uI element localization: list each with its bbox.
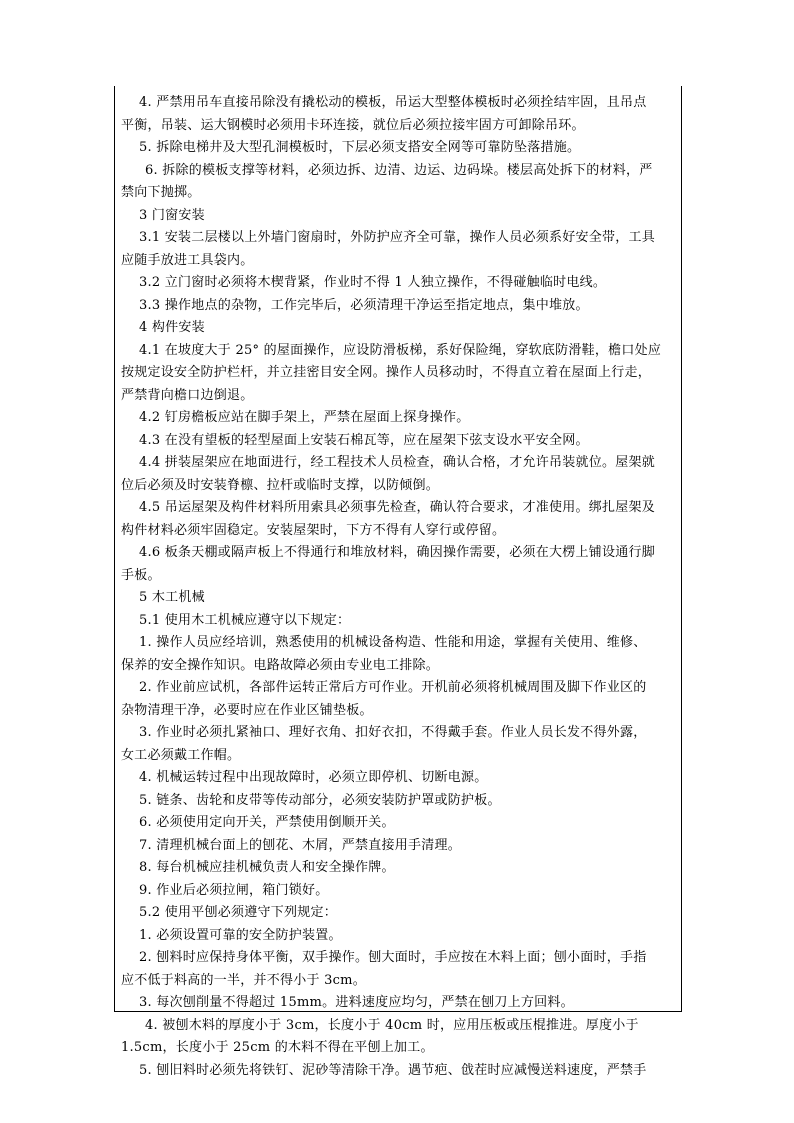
text-line: 5.2 使用平刨必须遵守下列规定： <box>139 905 338 920</box>
text-line: 3.2 立门窗时必须将木楔背紧，作业时不得 1 人独立操作，不得碰触临时电线。 <box>139 275 607 290</box>
text-line: 2. 作业前应试机，各部件运转正常后方可作业。开机前必须将机械周围及脚下作业区的 <box>139 680 647 695</box>
text-line: 3. 作业时必须扎紧袖口、理好衣角、扣好衣扣，不得戴手套。作业人员长发不得外露， <box>139 725 647 740</box>
text-line: 9. 作业后必须拉闸，箱门锁好。 <box>139 882 329 898</box>
text-line: 1. 必须设置可靠的安全防护装置。 <box>139 927 342 943</box>
text-line: 4.3 在没有望板的轻型屋面上安装石棉瓦等，应在屋架下弦支设水平安全网。 <box>139 432 589 448</box>
text-line: 按规定设安全防护栏杆，并立挂密目安全网。操作人员移动时，不得直立着在屋面上行走， <box>121 365 652 380</box>
text-line: 5.1 使用木工机械应遵守以下规定： <box>139 612 351 628</box>
text-line: 5. 拆除电梯井及大型孔洞模板时，下层必须支搭安全网等可靠防坠落措施。 <box>139 140 581 155</box>
text-line: 5. 链条、齿轮和皮带等传动部分，必须安装防护罩或防护板。 <box>139 792 501 808</box>
text-line: 3. 每次刨削量不得超过 15mm。进料速度应均匀，严禁在刨刀上方回料。 <box>139 995 574 1010</box>
section-heading: 5 木工机械 <box>139 590 205 605</box>
text-line: 6. 必须使用定向开关，严禁使用倒顺开关。 <box>139 815 395 830</box>
text-line: 3.1 安装二层楼以上外墙门窗扇时，外防护应齐全可靠，操作人员必须系好安全带，工具 <box>139 230 656 245</box>
text-line: 4.1 在坡度大于 25° 的屋面操作，应设防滑板梯，系好保险绳，穿软底防滑鞋，檐口处应 <box>139 342 662 358</box>
text-line: 构件材料必须牢固稳定。安装屋架时，下方不得有人穿行或停留。 <box>121 522 506 538</box>
text-line: 4. 被刨木料的厚度小于 3cm，长度小于 40cm 时，应用压板或压棍推进。厚度小于 <box>145 1017 639 1033</box>
text-line: 4.2 钉房檐板应站在脚手架上，严禁在屋面上探身操作。 <box>139 410 470 425</box>
text-line: 8. 每台机械应挂机械负责人和安全操作牌。 <box>139 860 395 875</box>
text-line: 7. 清理机械台面上的刨花、木屑，严禁直接用手清理。 <box>139 837 462 853</box>
text-line: 4.6 板条天棚或隔声板上不得通行和堆放材料，确因操作需要，必须在大楞上铺设通行脚 <box>139 545 656 560</box>
text-line: 4. 严禁用吊车直接吊除没有撬松动的模板，吊运大型整体模板时必须拴结牢固，且吊点 <box>139 95 647 110</box>
section-heading: 3 门窗安装 <box>139 207 205 223</box>
text-line: 禁向下抛掷。 <box>121 185 201 200</box>
text-line: 4.4 拼装屋架应在地面进行，经工程技术人员检查，确认合格，才允许吊装就位。屋架就 <box>139 455 656 470</box>
text-line: 平衡，吊装、运大钢模时必须用卡环连接，就位后必须拉接牢固方可卸除吊环。 <box>121 117 585 133</box>
text-line: 杂物清理干净，必要时应在作业区铺垫板。 <box>121 702 373 718</box>
text-line: 应随手放进工具袋内。 <box>121 252 254 268</box>
section-heading: 4 构件安装 <box>139 320 205 335</box>
text-line: 女工必须戴工作帽。 <box>121 747 241 763</box>
text-line: 保养的安全操作知识。电路故障必须由专业电工排除。 <box>121 657 440 673</box>
text-line: 位后必须及时安装脊檩、拉杆或临时支撑，以防倾倒。 <box>121 477 440 493</box>
text-line: 4. 机械运转过程中出现故障时，必须立即停机、切断电源。 <box>139 770 488 785</box>
text-line: 1.5cm，长度小于 25cm 的木料不得在平刨上加工。 <box>121 1040 434 1055</box>
text-line: 严禁背向檐口边倒退。 <box>121 387 254 403</box>
text-line: 6. 拆除的模板支撑等材料，必须边拆、边清、边运、边码垛。楼层高处拆下的材料，严 <box>145 162 653 178</box>
document-page-box <box>114 86 682 1078</box>
text-line: 1. 操作人员应经培训，熟悉使用的机械设备构造、性能和用途，掌握有关使用、维修、 <box>139 635 647 650</box>
text-line: 5. 刨旧料时必须先将铁钉、泥砂等清除干净。遇节疤、戗茬时应减慢送料速度，严禁手 <box>139 1062 647 1078</box>
text-line: 3.3 操作地点的杂物，工作完毕后，必须清理干净运至指定地点，集中堆放。 <box>139 297 589 313</box>
text-line: 手板。 <box>121 567 161 583</box>
text-line: 应不低于料高的一半，并不得小于 3cm。 <box>121 972 367 988</box>
text-line: 4.5 吊运屋架及构件材料所用索具必须事先检查，确认符合要求，才准使用。绑扎屋架及 <box>139 500 656 515</box>
text-line: 2. 刨料时应保持身体平衡，双手操作。刨大面时，手应按在木料上面；刨小面时，手指 <box>139 950 647 965</box>
